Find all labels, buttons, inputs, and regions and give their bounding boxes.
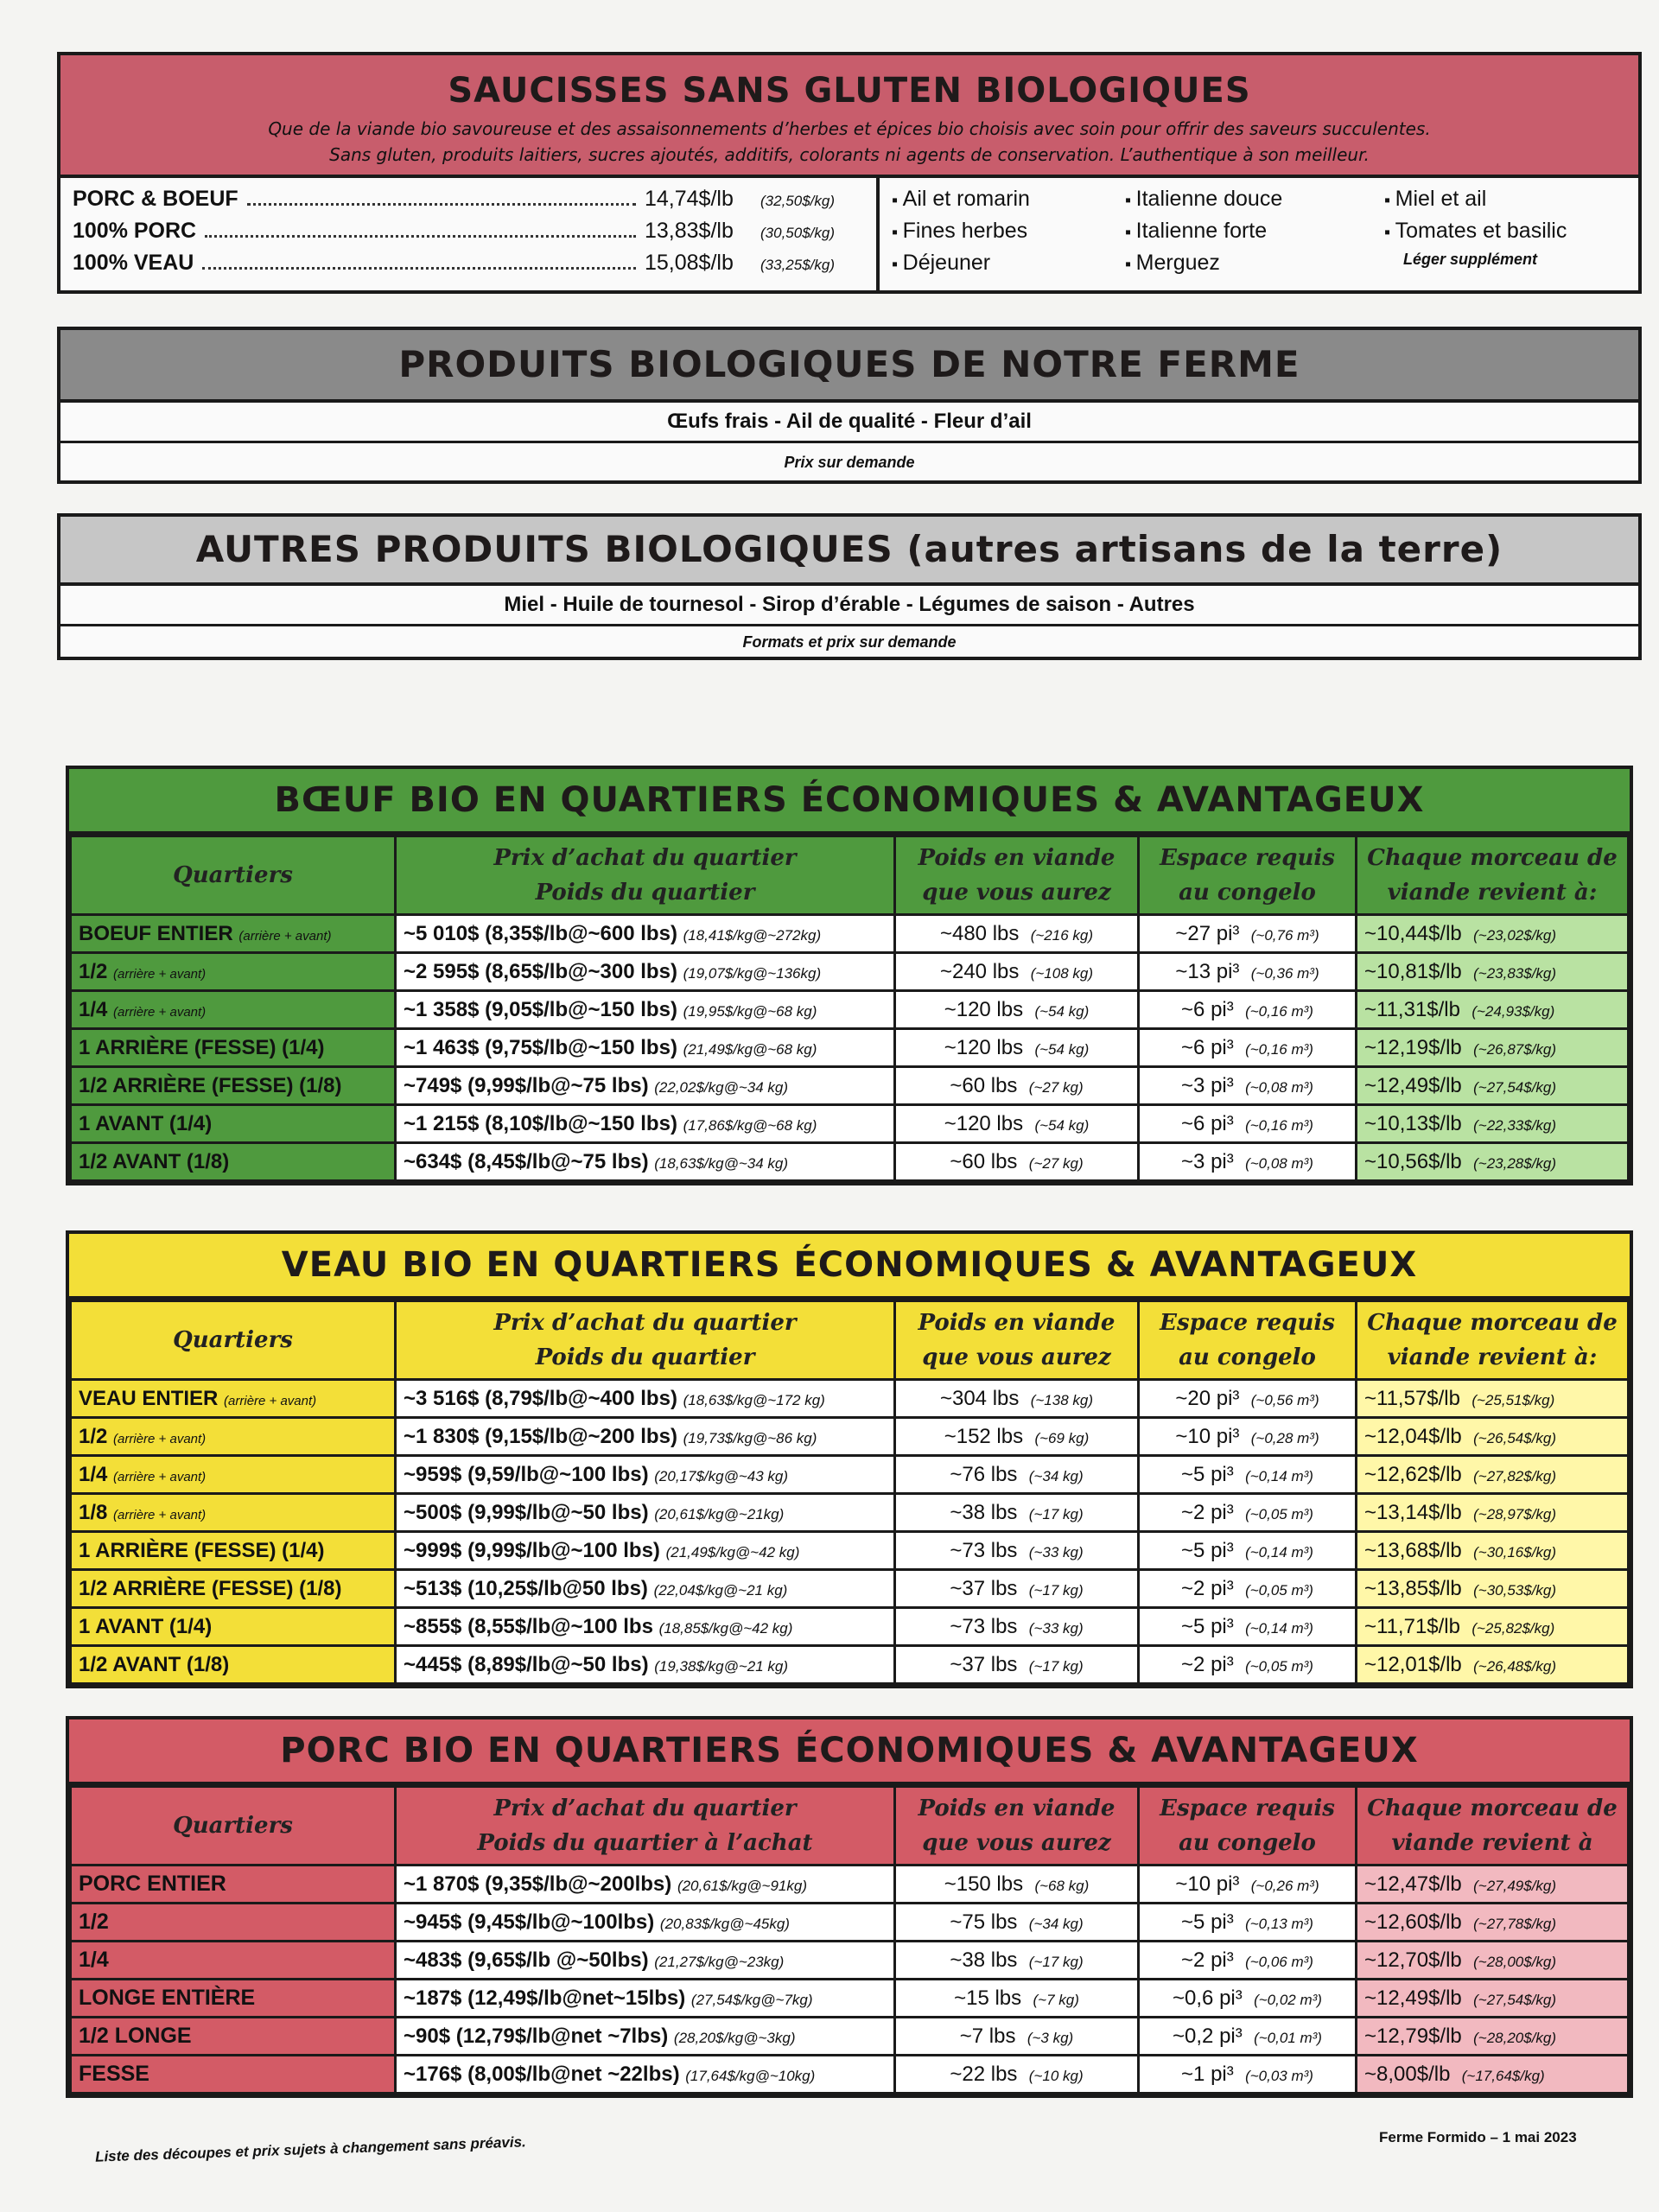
cost-cell: ~12,01$/lb (~26,48$/kg) — [1357, 1646, 1629, 1684]
table-row — [71, 1067, 1629, 1105]
header-cost: Chaque morceau de viande revient à: — [1357, 1301, 1629, 1380]
header-space: Espace requis au congelo — [1139, 1787, 1357, 1866]
cost-cell: ~13,68$/lb (~30,16$/kg) — [1357, 1532, 1629, 1570]
price-cell: ~1 870$ (9,35$/lb@~200lbs) (20,61$/kg@~91kg) — [396, 1866, 895, 1904]
price-cell: ~5 010$ (8,35$/lb@~600 lbs) (18,41$/kg@~272kg) — [396, 915, 895, 953]
space-cell: ~2 pi³ (~0,05 m³) — [1139, 1570, 1357, 1608]
space-cell: ~10 pi³ (~0,28 m³) — [1139, 1418, 1357, 1456]
table-row — [71, 1380, 1629, 1418]
cost-cell: ~11,71$/lb (~25,82$/kg) — [1357, 1608, 1629, 1646]
price-cell: ~3 516$ (8,79$/lb@~400 lbs) (18,63$/kg@~172 kg) — [396, 1380, 895, 1418]
header-quarters: Quartiers — [71, 1787, 396, 1866]
space-cell: ~10 pi³ (~0,26 m³) — [1139, 1866, 1357, 1904]
price-cell: ~2 595$ (8,65$/lb@~300 lbs) (19,07$/kg@~136kg) — [396, 953, 895, 991]
space-cell: ~27 pi³ (~0,76 m³) — [1139, 915, 1357, 953]
extra-charge-note: Léger supplément — [1403, 251, 1538, 268]
weight-cell: ~480 lbs (~216 kg) — [895, 915, 1139, 953]
price-cell: ~1 358$ (9,05$/lb@~150 lbs) (19,95$/kg@~68 kg) — [396, 991, 895, 1029]
flavor-item: ▪ Déjeuner — [892, 251, 1125, 283]
header-quarters: Quartiers — [71, 836, 396, 915]
cost-cell: ~11,57$/lb (~25,51$/kg) — [1357, 1380, 1629, 1418]
quarter-cell: 1/2 (arrière + avant) — [71, 1418, 396, 1456]
header-price: Prix d’achat du quartier Poids du quartier — [396, 836, 895, 915]
price-cell: ~1 215$ (8,10$/lb@~150 lbs) (17,86$/kg@~68 kg) — [396, 1105, 895, 1143]
price-cell: ~855$ (8,55$/lb@~100 lbs (18,85$/kg@~42 kg) — [396, 1608, 895, 1646]
veal-price-table — [66, 1230, 1633, 1688]
weight-cell: ~37 lbs (~17 kg) — [895, 1570, 1139, 1608]
price-cell: ~90$ (12,79$/lb@net ~7lbs) (28,20$/kg@~3kg) — [396, 2018, 895, 2056]
space-cell: ~0,2 pi³ (~0,01 m³) — [1139, 2018, 1357, 2056]
space-cell: ~6 pi³ (~0,16 m³) — [1139, 991, 1357, 1029]
quarter-cell: 1 ARRIÈRE (FESSE) (1/4) — [71, 1532, 396, 1570]
quarter-cell: 1/2 — [71, 1904, 396, 1942]
sausage-price-row: PORC & BOEUF 14,74$/lb (32,50$/kg) — [73, 187, 835, 211]
disclaimer: Liste des découpes et prix sujets à changement sans préavis. — [94, 2133, 527, 2165]
table-title: VEAU BIO EN QUARTIERS ÉCONOMIQUES & AVANTAGEUX — [69, 1234, 1630, 1300]
header-price: Prix d’achat du quartier Poids du quartier à l’achat — [396, 1787, 895, 1866]
table-header-row — [71, 836, 1629, 915]
cost-cell: ~12,70$/lb (~28,00$/kg) — [1357, 1942, 1629, 1980]
table-row — [71, 1608, 1629, 1646]
price-cell: ~445$ (8,89$/lb@~50 lbs) (19,38$/kg@~21 kg) — [396, 1646, 895, 1684]
price-cell: ~513$ (10,25$/lb@50 lbs) (22,04$/kg@~21 kg) — [396, 1570, 895, 1608]
header-space: Espace requis au congelo — [1139, 836, 1357, 915]
weight-cell: ~60 lbs (~27 kg) — [895, 1143, 1139, 1181]
space-cell: ~6 pi³ (~0,16 m³) — [1139, 1029, 1357, 1067]
other-products-title: AUTRES PRODUITS BIOLOGIQUES (autres artisans de la terre) — [195, 528, 1503, 570]
table-row — [71, 2018, 1629, 2056]
table-header-row — [71, 1787, 1629, 1866]
space-cell: ~5 pi³ (~0,14 m³) — [1139, 1456, 1357, 1494]
farm-products-list: Œufs frais - Ail de qualité - Fleur d’ail — [60, 403, 1638, 443]
header-quarters: Quartiers — [71, 1301, 396, 1380]
weight-cell: ~73 lbs (~33 kg) — [895, 1608, 1139, 1646]
cost-cell: ~12,04$/lb (~26,54$/kg) — [1357, 1418, 1629, 1456]
quarter-cell: 1/4 (arrière + avant) — [71, 991, 396, 1029]
flavor-item: ▪ Italienne douce — [1125, 187, 1384, 219]
header-cost: Chaque morceau de viande revient à — [1357, 1787, 1629, 1866]
header-space: Espace requis au congelo — [1139, 1301, 1357, 1380]
price-cell: ~500$ (9,99$/lb@~50 lbs) (20,61$/kg@~21kg) — [396, 1494, 895, 1532]
quarter-cell: 1 AVANT (1/4) — [71, 1105, 396, 1143]
table-row — [71, 1105, 1629, 1143]
other-products-note: Formats et prix sur demande — [742, 633, 957, 651]
quarter-cell: 1/2 (arrière + avant) — [71, 953, 396, 991]
quarter-cell: 1/2 LONGE — [71, 2018, 396, 2056]
farm-signature: Ferme Formido – 1 mai 2023 — [1379, 2129, 1577, 2145]
quarter-cell: 1/2 AVANT (1/8) — [71, 1646, 396, 1684]
price-cell: ~1 830$ (9,15$/lb@~200 lbs) (19,73$/kg@~86 kg) — [396, 1418, 895, 1456]
cost-cell: ~12,60$/lb (~27,78$/kg) — [1357, 1904, 1629, 1942]
flavor-item: ▪ Miel et ail — [1384, 187, 1638, 219]
cost-cell: ~11,31$/lb (~24,93$/kg) — [1357, 991, 1629, 1029]
header-weight: Poids en viande que vous aurez — [895, 836, 1139, 915]
table-row — [71, 1570, 1629, 1608]
sausage-price-list — [60, 178, 880, 294]
table-row — [71, 1904, 1629, 1942]
flavor-item: ▪ Italienne forte — [1125, 219, 1384, 251]
weight-cell: ~7 lbs (~3 kg) — [895, 2018, 1139, 2056]
sausage-header-band — [60, 55, 1638, 178]
table-row — [71, 991, 1629, 1029]
price-cell: ~999$ (9,99$/lb@~100 lbs) (21,49$/kg@~42 kg) — [396, 1532, 895, 1570]
quarter-cell: 1/4 — [71, 1942, 396, 1980]
sausage-flavor-list — [880, 178, 1638, 294]
table-row — [71, 1418, 1629, 1456]
cost-cell: ~12,49$/lb (~27,54$/kg) — [1357, 1067, 1629, 1105]
space-cell: ~5 pi³ (~0,13 m³) — [1139, 1904, 1357, 1942]
beef-price-table — [66, 766, 1633, 1185]
cost-cell: ~10,13$/lb (~22,33$/kg) — [1357, 1105, 1629, 1143]
cost-cell: ~12,49$/lb (~27,54$/kg) — [1357, 1980, 1629, 2018]
other-products-list: Miel - Huile de tournesol - Sirop d’érable - Légumes de saison - Autres — [60, 586, 1638, 626]
quarter-cell: 1 AVANT (1/4) — [71, 1608, 396, 1646]
space-cell: ~5 pi³ (~0,14 m³) — [1139, 1532, 1357, 1570]
cost-cell: ~10,81$/lb (~23,83$/kg) — [1357, 953, 1629, 991]
weight-cell: ~60 lbs (~27 kg) — [895, 1067, 1139, 1105]
table-header-row — [71, 1301, 1629, 1380]
weight-cell: ~150 lbs (~68 kg) — [895, 1866, 1139, 1904]
cost-cell: ~10,44$/lb (~23,02$/kg) — [1357, 915, 1629, 953]
price-cell: ~945$ (9,45$/lb@~100lbs) (20,83$/kg@~45kg) — [396, 1904, 895, 1942]
weight-cell: ~240 lbs (~108 kg) — [895, 953, 1139, 991]
header-price: Prix d’achat du quartier Poids du quartier — [396, 1301, 895, 1380]
weight-cell: ~38 lbs (~17 kg) — [895, 1942, 1139, 1980]
price-cell: ~634$ (8,45$/lb@~75 lbs) (18,63$/kg@~34 kg) — [396, 1143, 895, 1181]
table-row — [71, 1942, 1629, 1980]
table-row — [71, 1456, 1629, 1494]
pork-price-table — [66, 1716, 1633, 2098]
quarter-cell: LONGE ENTIÈRE — [71, 1980, 396, 2018]
cost-cell: ~12,62$/lb (~27,82$/kg) — [1357, 1456, 1629, 1494]
price-cell: ~959$ (9,59/lb@~100 lbs) (20,17$/kg@~43 kg) — [396, 1456, 895, 1494]
header-weight: Poids en viande que vous aurez — [895, 1301, 1139, 1380]
table-row — [71, 1029, 1629, 1067]
header-weight: Poids en viande que vous aurez — [895, 1787, 1139, 1866]
weight-cell: ~38 lbs (~17 kg) — [895, 1494, 1139, 1532]
quarter-cell: VEAU ENTIER (arrière + avant) — [71, 1380, 396, 1418]
space-cell: ~2 pi³ (~0,06 m³) — [1139, 1942, 1357, 1980]
quarter-cell: BOEUF ENTIER (arrière + avant) — [71, 915, 396, 953]
price-cell: ~176$ (8,00$/lb@net ~22lbs) (17,64$/kg@~10kg) — [396, 2056, 895, 2094]
price-cell: ~749$ (9,99$/lb@~75 lbs) (22,02$/kg@~34 kg) — [396, 1067, 895, 1105]
sausage-description-1: Que de la viande bio savoureuse et des assaisonnements d’herbes et épices bio choisis avec soin pour offrir des saveurs succulentes. — [268, 118, 1431, 139]
weight-cell: ~75 lbs (~34 kg) — [895, 1904, 1139, 1942]
table-row — [71, 1494, 1629, 1532]
sausage-price-row: 100% VEAU 15,08$/lb (33,25$/kg) — [73, 251, 835, 275]
farm-products-section — [57, 327, 1642, 484]
weight-cell: ~73 lbs (~33 kg) — [895, 1532, 1139, 1570]
space-cell: ~5 pi³ (~0,14 m³) — [1139, 1608, 1357, 1646]
other-products-section — [57, 513, 1642, 660]
flavor-item: ▪ Fines herbes — [892, 219, 1125, 251]
table-row — [71, 915, 1629, 953]
quarter-cell: 1 ARRIÈRE (FESSE) (1/4) — [71, 1029, 396, 1067]
space-cell: ~6 pi³ (~0,16 m³) — [1139, 1105, 1357, 1143]
space-cell: ~2 pi³ (~0,05 m³) — [1139, 1494, 1357, 1532]
quarter-cell: 1/4 (arrière + avant) — [71, 1456, 396, 1494]
table-row — [71, 2056, 1629, 2094]
table-row — [71, 1646, 1629, 1684]
space-cell: ~3 pi³ (~0,08 m³) — [1139, 1143, 1357, 1181]
quarter-cell: 1/2 AVANT (1/8) — [71, 1143, 396, 1181]
farm-products-title: PRODUITS BIOLOGIQUES DE NOTRE FERME — [398, 343, 1300, 385]
weight-cell: ~22 lbs (~10 kg) — [895, 2056, 1139, 2094]
cost-cell: ~10,56$/lb (~23,28$/kg) — [1357, 1143, 1629, 1181]
weight-cell: ~120 lbs (~54 kg) — [895, 991, 1139, 1029]
flavor-item: ▪ Ail et romarin — [892, 187, 1125, 219]
header-cost: Chaque morceau de viande revient à: — [1357, 836, 1629, 915]
space-cell: ~20 pi³ (~0,56 m³) — [1139, 1380, 1357, 1418]
table-title: PORC BIO EN QUARTIERS ÉCONOMIQUES & AVANTAGEUX — [69, 1719, 1630, 1785]
cost-cell: ~12,19$/lb (~26,87$/kg) — [1357, 1029, 1629, 1067]
space-cell: ~0,6 pi³ (~0,02 m³) — [1139, 1980, 1357, 2018]
space-cell: ~13 pi³ (~0,36 m³) — [1139, 953, 1357, 991]
price-cell: ~1 463$ (9,75$/lb@~150 lbs) (21,49$/kg@~68 kg) — [396, 1029, 895, 1067]
flavor-item: ▪ Merguez — [1125, 251, 1384, 283]
farm-products-note: Prix sur demande — [784, 454, 915, 471]
cost-cell: ~8,00$/lb (~17,64$/kg) — [1357, 2056, 1629, 2094]
sausage-description-2: Sans gluten, produits laitiers, sucres ajoutés, additifs, colorants ni agents de conservation. L’authentique à son meilleur. — [329, 144, 1370, 165]
weight-cell: ~120 lbs (~54 kg) — [895, 1105, 1139, 1143]
sausage-price-row: 100% PORC 13,83$/lb (30,50$/kg) — [73, 219, 835, 243]
space-cell: ~3 pi³ (~0,08 m³) — [1139, 1067, 1357, 1105]
weight-cell: ~120 lbs (~54 kg) — [895, 1029, 1139, 1067]
table-title: BŒUF BIO EN QUARTIERS ÉCONOMIQUES & AVANTAGEUX — [69, 769, 1630, 835]
space-cell: ~2 pi³ (~0,05 m³) — [1139, 1646, 1357, 1684]
sausage-title: SAUCISSES SANS GLUTEN BIOLOGIQUES — [448, 71, 1251, 111]
cost-cell: ~12,47$/lb (~27,49$/kg) — [1357, 1866, 1629, 1904]
space-cell: ~1 pi³ (~0,03 m³) — [1139, 2056, 1357, 2094]
sausage-section — [57, 52, 1642, 294]
cost-cell: ~13,14$/lb (~28,97$/kg) — [1357, 1494, 1629, 1532]
weight-cell: ~152 lbs (~69 kg) — [895, 1418, 1139, 1456]
table-row — [71, 1143, 1629, 1181]
weight-cell: ~76 lbs (~34 kg) — [895, 1456, 1139, 1494]
weight-cell: ~304 lbs (~138 kg) — [895, 1380, 1139, 1418]
cost-cell: ~13,85$/lb (~30,53$/kg) — [1357, 1570, 1629, 1608]
quarter-cell: 1/2 ARRIÈRE (FESSE) (1/8) — [71, 1570, 396, 1608]
table-row — [71, 953, 1629, 991]
flavor-item: ▪ Tomates et basilic — [1384, 219, 1638, 251]
weight-cell: ~15 lbs (~7 kg) — [895, 1980, 1139, 2018]
quarter-cell: 1/8 (arrière + avant) — [71, 1494, 396, 1532]
table-row — [71, 1866, 1629, 1904]
table-row — [71, 1532, 1629, 1570]
price-cell: ~483$ (9,65$/lb @~50lbs) (21,27$/kg@~23kg) — [396, 1942, 895, 1980]
price-cell: ~187$ (12,49$/lb@net~15lbs) (27,54$/kg@~7kg) — [396, 1980, 895, 2018]
quarter-cell: 1/2 ARRIÈRE (FESSE) (1/8) — [71, 1067, 396, 1105]
weight-cell: ~37 lbs (~17 kg) — [895, 1646, 1139, 1684]
cost-cell: ~12,79$/lb (~28,20$/kg) — [1357, 2018, 1629, 2056]
table-row — [71, 1980, 1629, 2018]
quarter-cell: PORC ENTIER — [71, 1866, 396, 1904]
quarter-cell: FESSE — [71, 2056, 396, 2094]
